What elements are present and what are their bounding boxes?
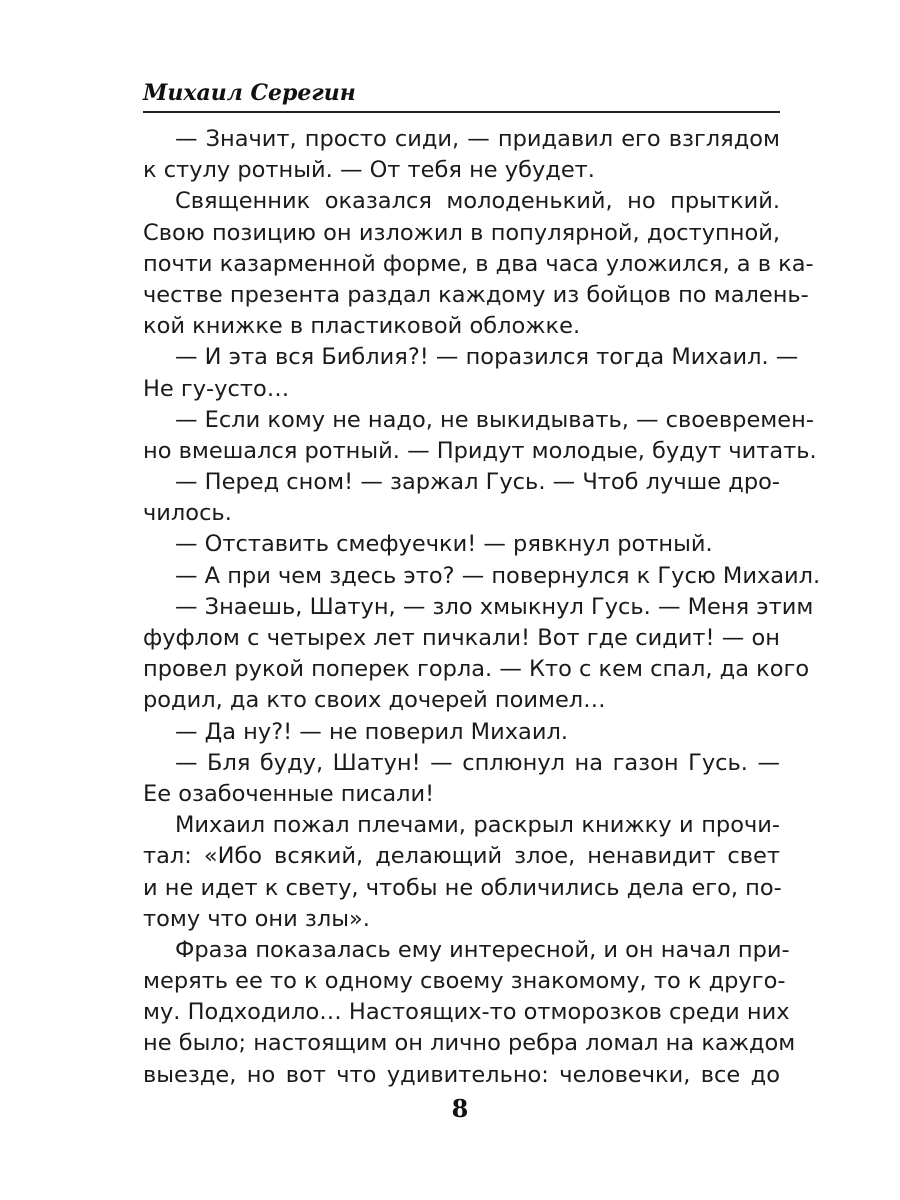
text-line: чилось. [143,500,232,527]
text-line: родил, да кто своих дочерей поимел… [143,687,606,714]
paragraph [143,592,814,717]
text-line: — Значит, просто сиди, — придавил его взглядом [175,126,780,152]
header-rule [143,111,780,113]
text-line: честве презента раздал каждому из бойцов по малень- [143,281,809,308]
text-line: Фраза показалась ему интересной, и он начал при- [175,936,790,963]
text-line: тому что они злы». [143,905,370,932]
running-head-author: Михаил Серегин [143,80,356,106]
text-line: провел рукой поперек горла. — Кто с кем спал, да кого [143,656,810,683]
text-line: к стулу ротный. — От тебя не убудет. [143,157,595,184]
paragraph [143,529,780,560]
text-line: фуфлом с четырех лет пичкали! Вот где сидит! — он [143,625,780,651]
paragraph [143,342,799,404]
paragraph [143,935,796,1091]
text-line: му. Подходило… Настоящих-то отморозков среди них [143,999,790,1026]
paragraph [143,748,780,810]
body-text [143,124,821,1091]
text-line: кой книжке в пластиковой обложке. [143,313,581,340]
text-line: тал: «Ибо всякий, делающий злое, ненавидит свет [143,843,780,870]
page-number: 8 [451,1094,469,1123]
text-line: — Да ну?! — не поверил Михаил. [175,718,568,745]
text-line: Михаил пожал плечами, раскрыл книжку и прочи- [175,812,780,839]
text-line: — Бля буду, Шатун! — сплюнул на газон Гусь. — [175,749,780,776]
text-line: — И эта вся Библия?! — поразился тогда Михаил. — [175,344,799,371]
paragraph [143,124,780,186]
paragraph [143,186,814,342]
paragraph [143,467,780,529]
paragraph [143,810,780,935]
text-line: мерять ее то к одному своему знакомому, то к друго- [143,968,786,995]
text-line: выезде, но вот что удивительно: человечки, все до [143,1061,780,1088]
text-line: почти казарменной форме, в два часа уложился, а в ка- [143,250,814,277]
text-line: — Отставить смефуечки! — рявкнул ротный. [175,531,713,558]
paragraph [143,405,817,467]
text-line: не было; настоящим он лично ребра ломал на каждом [143,1030,796,1057]
text-line: — А при чем здесь это? — повернулся к Гусю Михаил. [175,562,821,589]
text-line: и не идет к свету, чтобы не обличились дела его, по- [143,874,782,901]
text-line: — Знаешь, Шатун, — зло хмыкнул Гусь. — Меня этим [175,593,814,620]
text-line: — Перед сном! — заржал Гусь. — Чтоб лучше дро- [175,469,780,496]
paragraph [143,561,821,592]
paragraph [143,717,780,748]
text-line: Свою позицию он изложил в популярной, доступной, [143,219,780,246]
text-line: Ее озабоченные писали! [143,780,435,807]
text-line: Священник оказался молоденький, но прыткий. [175,188,780,215]
text-line: но вмешался ротный. — Придут молодые, будут читать. [143,437,817,464]
text-line: — Если кому не надо, не выкидывать, — своевремен- [175,406,814,433]
text-line: Не гу-усто… [143,375,290,402]
